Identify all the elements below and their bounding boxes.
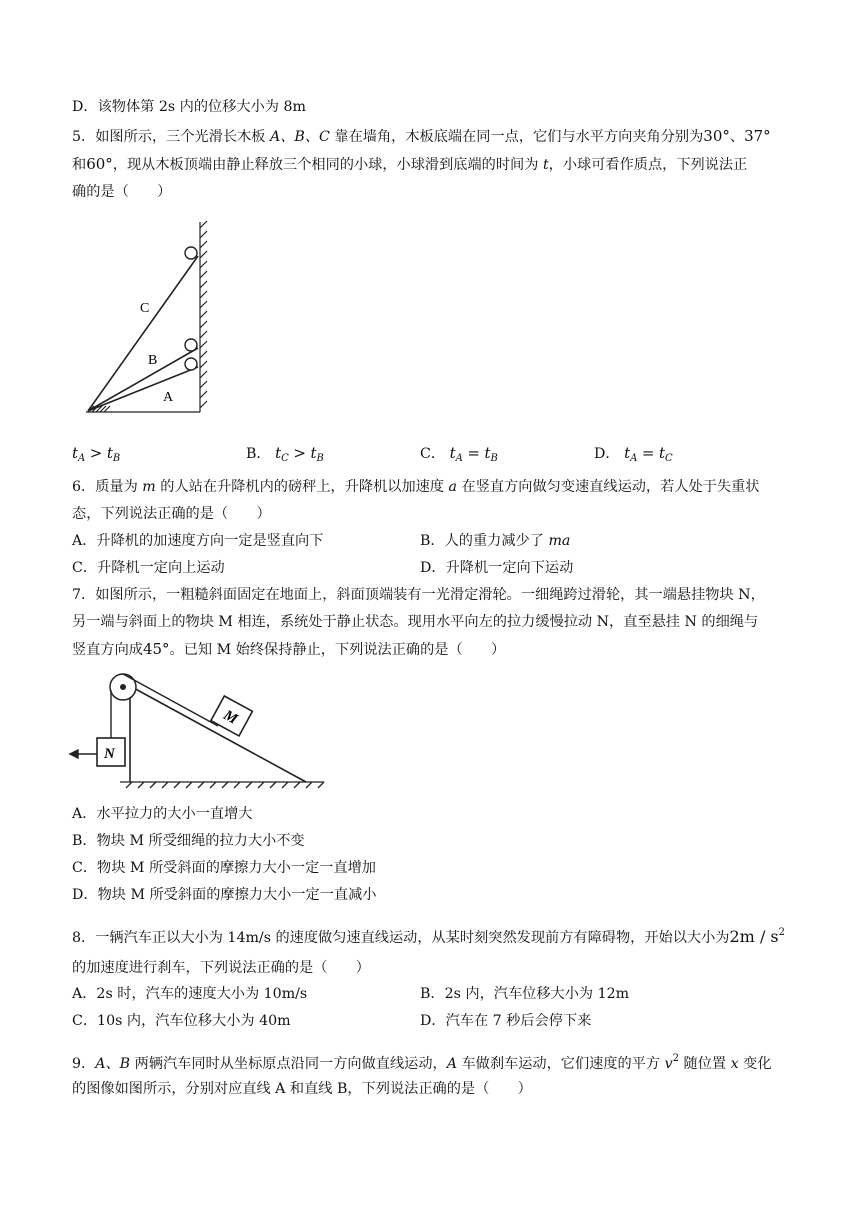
q6-option-c[interactable]: C．升降机一定向上运动 <box>72 560 225 576</box>
q5-stem-line2: 和60°，现从木板顶端由静止释放三个相同的小球，小球滑到底端的时间为 t，小球可看作质点，下列说法正 <box>72 155 748 173</box>
q5-stem-line3: 确的是（ ） <box>72 184 172 200</box>
q8-option-d[interactable]: D．汽车在 7 秒后会停下来 <box>420 1013 592 1029</box>
q6-stem-line1: 6．质量为 m 的人站在升降机内的磅秤上，升降机以加速度 a 在竖直方向做匀变速直线运动，若人处于失重状 <box>72 479 760 495</box>
label-n: N <box>104 746 115 762</box>
label-c: C <box>140 301 150 316</box>
q5-option-d[interactable]: D． $t_A = t_C$ <box>594 444 673 464</box>
q5-option-b[interactable]: B． $t_C > t_B$ <box>246 444 324 464</box>
q8-stem-line2: 的加速度进行刹车，下列说法正确的是（ ） <box>72 960 370 976</box>
q7-figure-incline <box>66 668 328 792</box>
q7-option-b[interactable]: B．物块 M 所受细绳的拉力大小不变 <box>72 833 305 849</box>
q6-stem-line2: 态，下列说法正确的是（ ） <box>72 506 271 522</box>
q8-option-c[interactable]: C．10s 内，汽车位移大小为 40m <box>72 1013 291 1029</box>
q7-option-a[interactable]: A．水平拉力的大小一直增大 <box>72 806 253 822</box>
q6-option-b[interactable]: B．人的重力减少了 ma <box>420 533 571 549</box>
q5-figure-boards <box>80 214 220 424</box>
q9-stem-line1: 9．A、B 两辆汽车同时从坐标原点沿同一方向做直线运动，A 车做刹车运动，它们速度的平方 $v^2$ 随位置 x 变化 <box>72 1053 772 1072</box>
q6-option-d[interactable]: D．升降机一定向下运动 <box>420 560 574 576</box>
q7-stem-line3: 竖直方向成45°。已知 M 始终保持静止，下列说法正确的是（ ） <box>72 640 506 658</box>
board-c <box>88 256 198 411</box>
ball-a <box>185 358 197 370</box>
label-a: A <box>163 390 174 405</box>
q9-stem-line2: 的图像如图所示，分别对应直线 A 和直线 B，下列说法正确的是（ ） <box>72 1081 532 1097</box>
q7-option-d[interactable]: D．物块 M 所受斜面的摩擦力大小一定一直减小 <box>72 887 377 903</box>
ball-c <box>185 247 197 259</box>
label-m: M <box>220 707 241 728</box>
q5-option-a[interactable]: $t_A > t_B$ <box>72 444 121 464</box>
q5-stem-line1: 5．如图所示，三个光滑长木板 A、B、C 靠在墙角，木板底端在同一点，它们与水平方向夹角分别为30°、37° <box>72 127 771 145</box>
label-b: B <box>148 353 158 368</box>
q4-option-d[interactable]: D．该物体第 2s 内的位移大小为 8m <box>72 99 306 115</box>
q6-option-a[interactable]: A．升降机的加速度方向一定是竖直向下 <box>72 533 324 549</box>
q5-option-c[interactable]: C． $t_A = t_B$ <box>420 444 498 464</box>
q7-option-c[interactable]: C．物块 M 所受斜面的摩擦力大小一定一直增加 <box>72 860 376 876</box>
q8-option-b[interactable]: B．2s 内，汽车位移大小为 12m <box>420 986 630 1002</box>
q7-stem-line2: 另一端与斜面上的物块 M 相连，系统处于静止状态。现用水平向左的拉力缓慢拉动 N，直至悬挂 N 的细绳与 <box>72 614 759 630</box>
q7-stem-line1: 7．如图所示，一粗糙斜面固定在地面上，斜面顶端装有一光滑定滑轮。一细绳跨过滑轮，其一端悬挂物块 N， <box>72 587 765 603</box>
q8-stem-line1: 8．一辆汽车正以大小为 14m/s 的速度做匀速直线运动，从某时刻突然发现前方有障碍物，开始以大小为$2m / s^2$ <box>72 927 785 946</box>
ball-b <box>185 339 197 351</box>
board-b <box>88 348 198 411</box>
q8-option-a[interactable]: A．2s 时，汽车的速度大小为 10m/s <box>72 986 308 1002</box>
